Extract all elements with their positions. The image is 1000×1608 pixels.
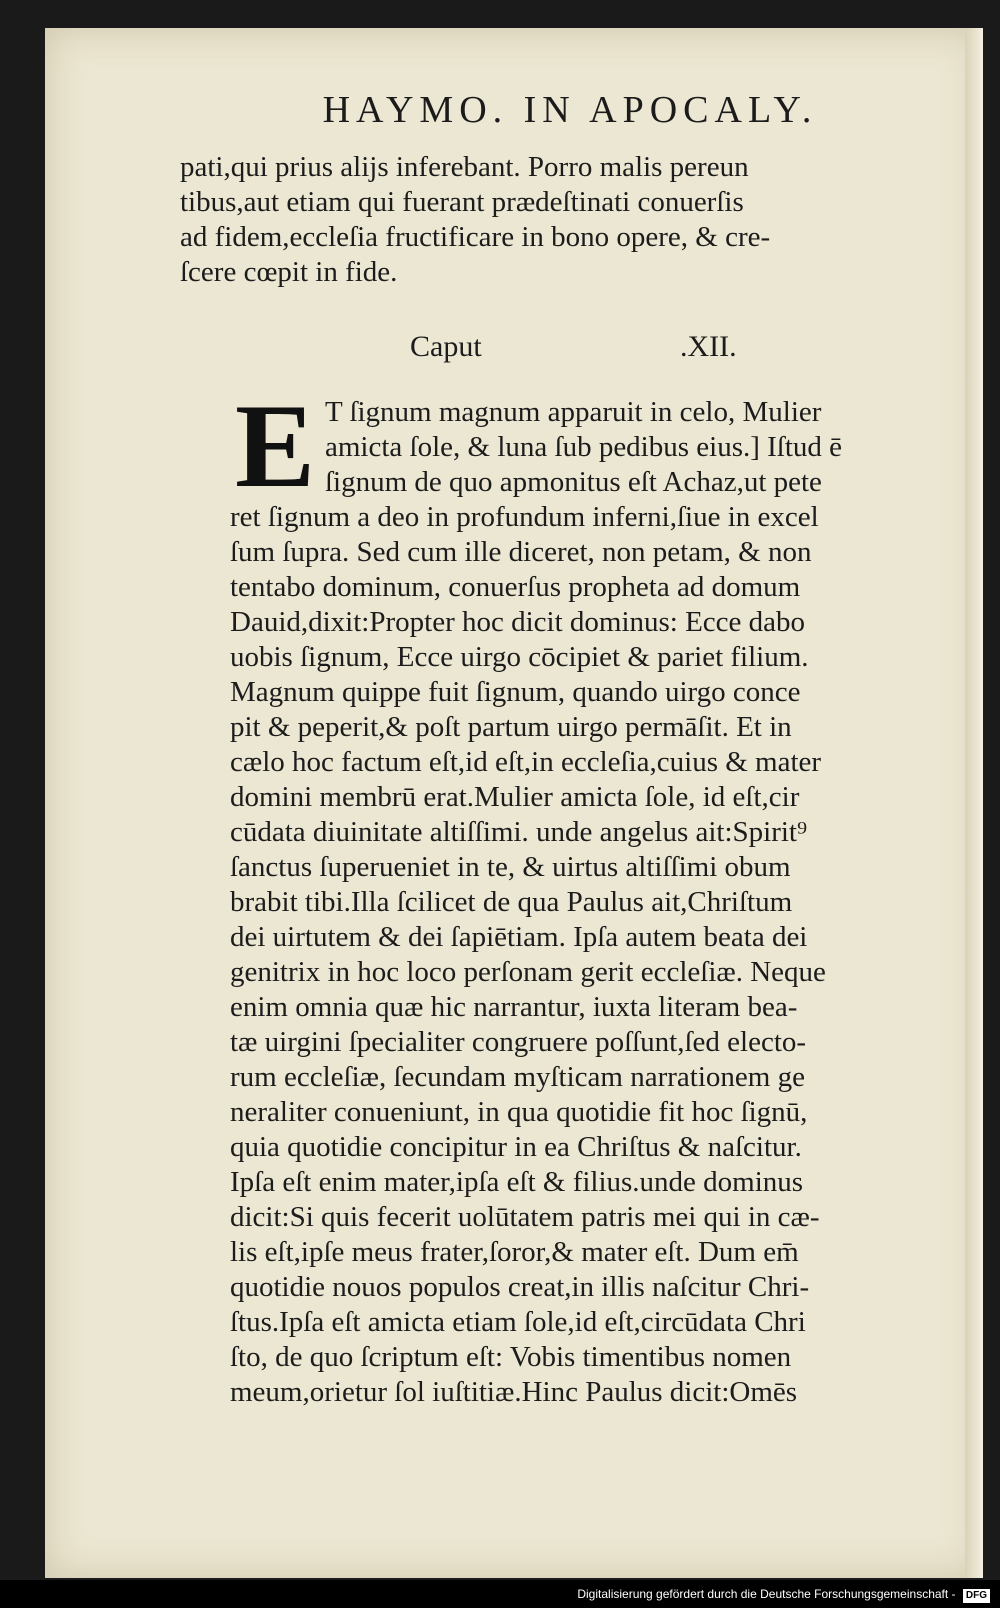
text-line: tentabo dominum, conuerſus propheta ad domum [230, 571, 801, 603]
text-line: ſignum de quo apmonitus eſt Achaz,ut pete [325, 466, 822, 498]
text-line: uobis ſignum, Ecce uirgo cōcipiet & pariet filium. [230, 641, 809, 673]
text-line: quia quotidie concipitur in ea Chriſtus & naſcitur. [230, 1131, 802, 1163]
text-line: T ſignum magnum apparuit in celo, Mulier [325, 396, 822, 428]
text-line: pit & peperit,& poſt partum uirgo permāſit. Et in [230, 711, 792, 743]
text-line: domini membrū erat.Mulier amicta ſole, id eſt,cir [230, 781, 800, 813]
text-line: ſum ſupra. Sed cum ille diceret, non petam, & non [230, 536, 812, 568]
text-line: ſtus.Ipſa eſt amicta etiam ſole,id eſt,circūdata Chri [230, 1306, 806, 1338]
dfg-logo: DFG [963, 1589, 990, 1603]
text-line: rum eccleſiæ, ſecundam myſticam narrationem ge [230, 1061, 805, 1093]
intro-text [180, 150, 940, 290]
text-line: tibus,aut etiam qui fuerant prædeſtinati conuerſis [180, 186, 744, 218]
body-text [230, 379, 950, 1410]
text-line: Magnum quippe fuit ſignum, quando uirgo conce [230, 676, 801, 708]
text-line: ſto, de quo ſcriptum eſt: Vobis timentibus nomen [230, 1341, 792, 1373]
text-line: cūdata diuinitate altiſſimi. unde angelus ait:Spirit⁹ [230, 816, 808, 848]
decorated-initial: E [235, 379, 316, 512]
text-line: ad fidem,eccleſia fructificare in bono opere, & cre- [180, 221, 771, 253]
text-line: lis eſt,ipſe meus frater,ſoror,& mater eſt. Dum em̄ [230, 1236, 799, 1268]
text-line: tæ uirgini ſpecialiter congruere poſſunt,ſed electo- [230, 1026, 807, 1058]
text-line: cælo hoc factum eſt,id eſt,in eccleſia,cuius & mater [230, 746, 822, 778]
text-line: quotidie nouos populos creat,in illis naſcitur Chri- [230, 1271, 810, 1303]
page-edge [965, 28, 983, 1578]
text-line: ſanctus ſuperueniet in te, & uirtus altiſſimi obum [230, 851, 791, 883]
text-line: neraliter conueniunt, in qua quotidie fit hoc ſignū, [230, 1096, 808, 1128]
text-line: dei uirtutem & dei ſapiētiam. Ipſa autem beata dei [230, 921, 808, 953]
text-line: ſcere cœpit in fide. [180, 256, 398, 288]
text-line: pati,qui prius alijs inferebant. Porro malis pereun [180, 151, 749, 183]
text-line: Ipſa eſt enim mater,ipſa eſt & filius.unde dominus [230, 1166, 804, 1198]
text-line: amicta ſole, & luna ſub pedibus eius.] Iſtud ē [325, 431, 843, 463]
footer-text: Digitalisierung gefördert durch die Deutsche Forschungsgemeinschaft - [577, 1587, 956, 1601]
text-line: ret ſignum a deo in profundum inferni,ſiue in excel [230, 501, 819, 533]
chapter-number: .XII. [680, 330, 737, 363]
text-line: genitrix in hoc loco perſonam gerit eccleſiæ. Neque [230, 956, 826, 988]
chapter-word: Caput [410, 330, 482, 363]
running-header: HAYMO. IN APOCALY. [322, 89, 818, 131]
text-line: meum,orietur ſol iuſtitiæ.Hinc Paulus dicit:Omēs [230, 1376, 798, 1408]
digitization-footer [0, 1580, 1000, 1608]
text-line: dicit:Si quis fecerit uolūtatem patris mei qui in cæ- [230, 1201, 820, 1233]
text-line: brabit tibi.Illa ſcilicet de qua Paulus ait,Chriſtum [230, 886, 793, 918]
text-line: enim omnia quæ hic narrantur, iuxta literam bea- [230, 991, 798, 1023]
text-line: Dauid,dixit:Propter hoc dicit dominus: Ecce dabo [230, 606, 806, 638]
